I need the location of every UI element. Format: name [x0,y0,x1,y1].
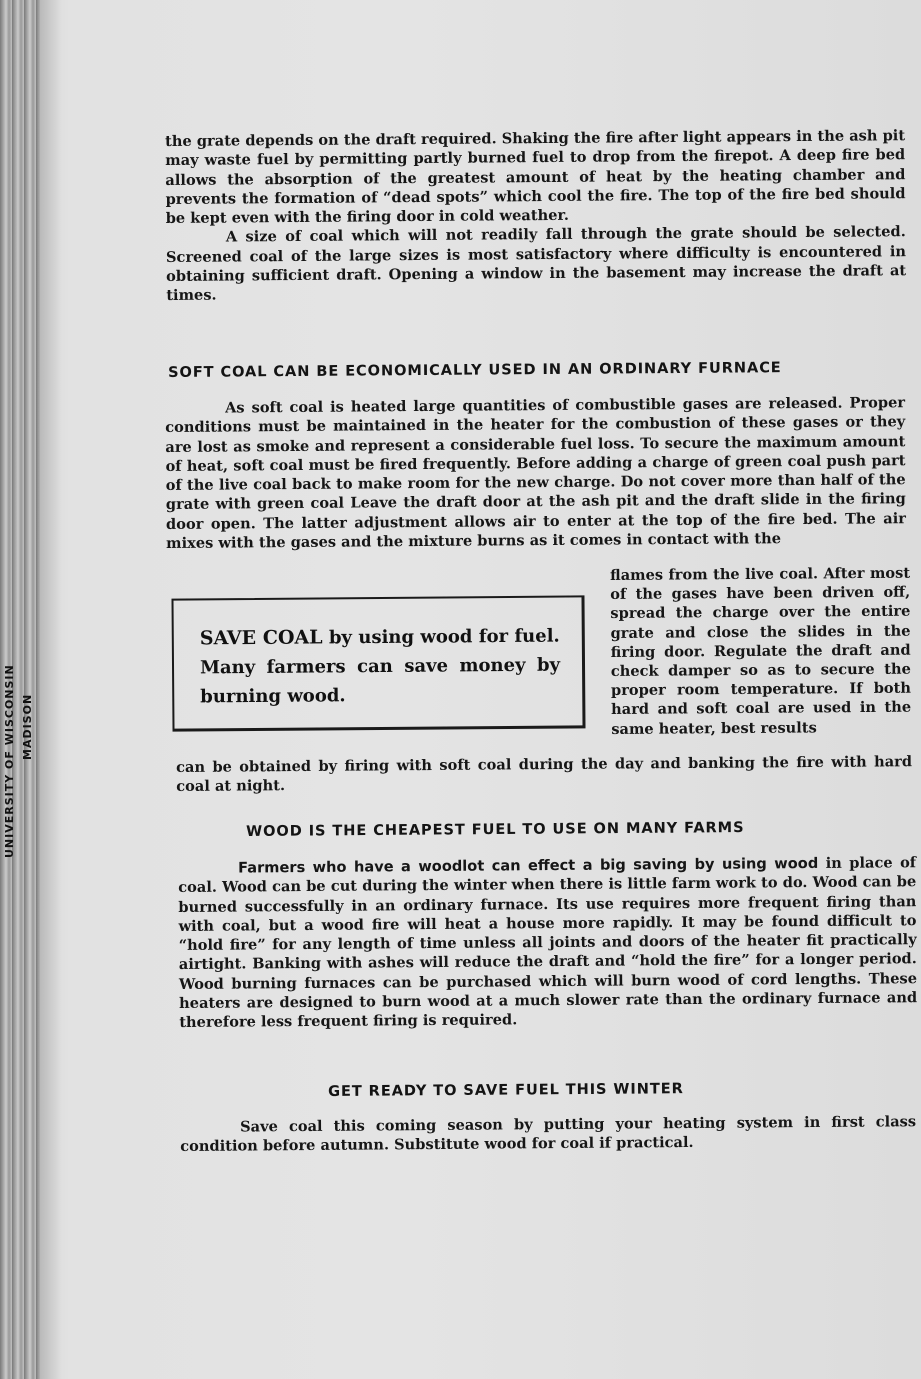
intro-paragraph-1: the grate depends on the draft required. Shaking the fire after light appears in the ash pit may waste fuel by permitting partly burned fuel to drop from the firepot. A deep fire bed allows the absorption of the greatest amount of heat by the heating chamber and prevents the formation of “dead spots” which cool the fire. The top of the fire bed should be kept even with the firing door in cold weather. [165,127,906,228]
wood-paragraph [178,853,917,1032]
soft-coal-side-column [610,564,911,739]
soft-coal-paragraph: As soft coal is heated large quantities of combustible gases are released. Proper conditions must be maintained in the heater for the combustion of these gases or they are lost as smoke and represent a considerable fuel loss. To secure the maximum amount of heat, soft coal must be fired frequently. Before adding a charge of green coal push part of the live coal back to make room for the new charge. Do not cover more than half of the grate with green coal Leave the draft door at the ash pit and the draft slide in the firing door open. The latter adjustment allows air to enter at the top of the fire bed. The air mixes with the gases and the mixture burns as it comes in contact with the [165,394,907,553]
ready-heading: GET READY TO SAVE FUEL THIS WINTER [328,1080,684,1100]
ready-body [180,1112,916,1156]
wood-heading: WOOD IS THE CHEAPEST FUEL TO USE ON MANY FARMS [246,819,745,840]
intro-paragraph-2: A size of coal which will not readily fall through the grate should be selected. Screened coal of the large sizes is most satisfactory where difficulty is encountered in obtaining sufficient draft. Opening a window in the basement may increase the draft at times. [165,223,907,305]
callout-lead: SAVE COAL [199,626,323,650]
library-stamp-city: MADISON [21,693,34,760]
callout-body: by using wood for fuel. Many farmers can save money by burning wood. [199,625,561,708]
soft-coal-side-text: flames from the live coal. After most of the gases have been driven off, spread the charge over the entire grate and close the slides in the firing door. Regulate the draft and check damper so as to secure the proper room temperature. If both hard and soft coal are used in the same heater, best results [610,564,912,738]
wood-body [178,853,917,1032]
ready-paragraph: Save coal this coming season by putting your heating system in first class condition before autumn. Substitute wood for coal if practical. [180,1113,917,1156]
soft-coal-tail [176,752,912,796]
wood-lead: Farmers who have a woodlot can effect a big saving by using wood [238,854,819,877]
soft-coal-body [165,393,906,553]
wood-text: in place of coal. Wood can be cut during the winter when there is little farm work to do. Wood can be burned successfully in an ordinary furnace. Its use requires more frequent firing than with coal, but a wood fire will heat a house more rapidly. It may be found difficult to “hold fire” for any length of time unless all joints and doors of the heater fit practically airtight. Banking with ashes will reduce the draft and “hold the fire” for a longer period. Wood burning furnaces can be purchased which will burn wood of cord lengths. These heaters are designed to burn wood at a much slower rate than the ordinary furnace and therefore less frequent firing is required. [178,854,918,1032]
library-stamp-university: UNIVERSITY OF WISCONSIN [3,664,16,858]
callout-text [200,622,561,712]
page-edge [40,0,62,1379]
intro-section [165,126,906,305]
soft-coal-tail-text: can be obtained by firing with soft coal during the day and banking the fire with hard coal at night. [176,753,913,796]
save-coal-callout [171,595,585,731]
soft-coal-heading: SOFT COAL CAN BE ECONOMICALLY USED IN AN ORDINARY FURNACE [168,359,782,381]
